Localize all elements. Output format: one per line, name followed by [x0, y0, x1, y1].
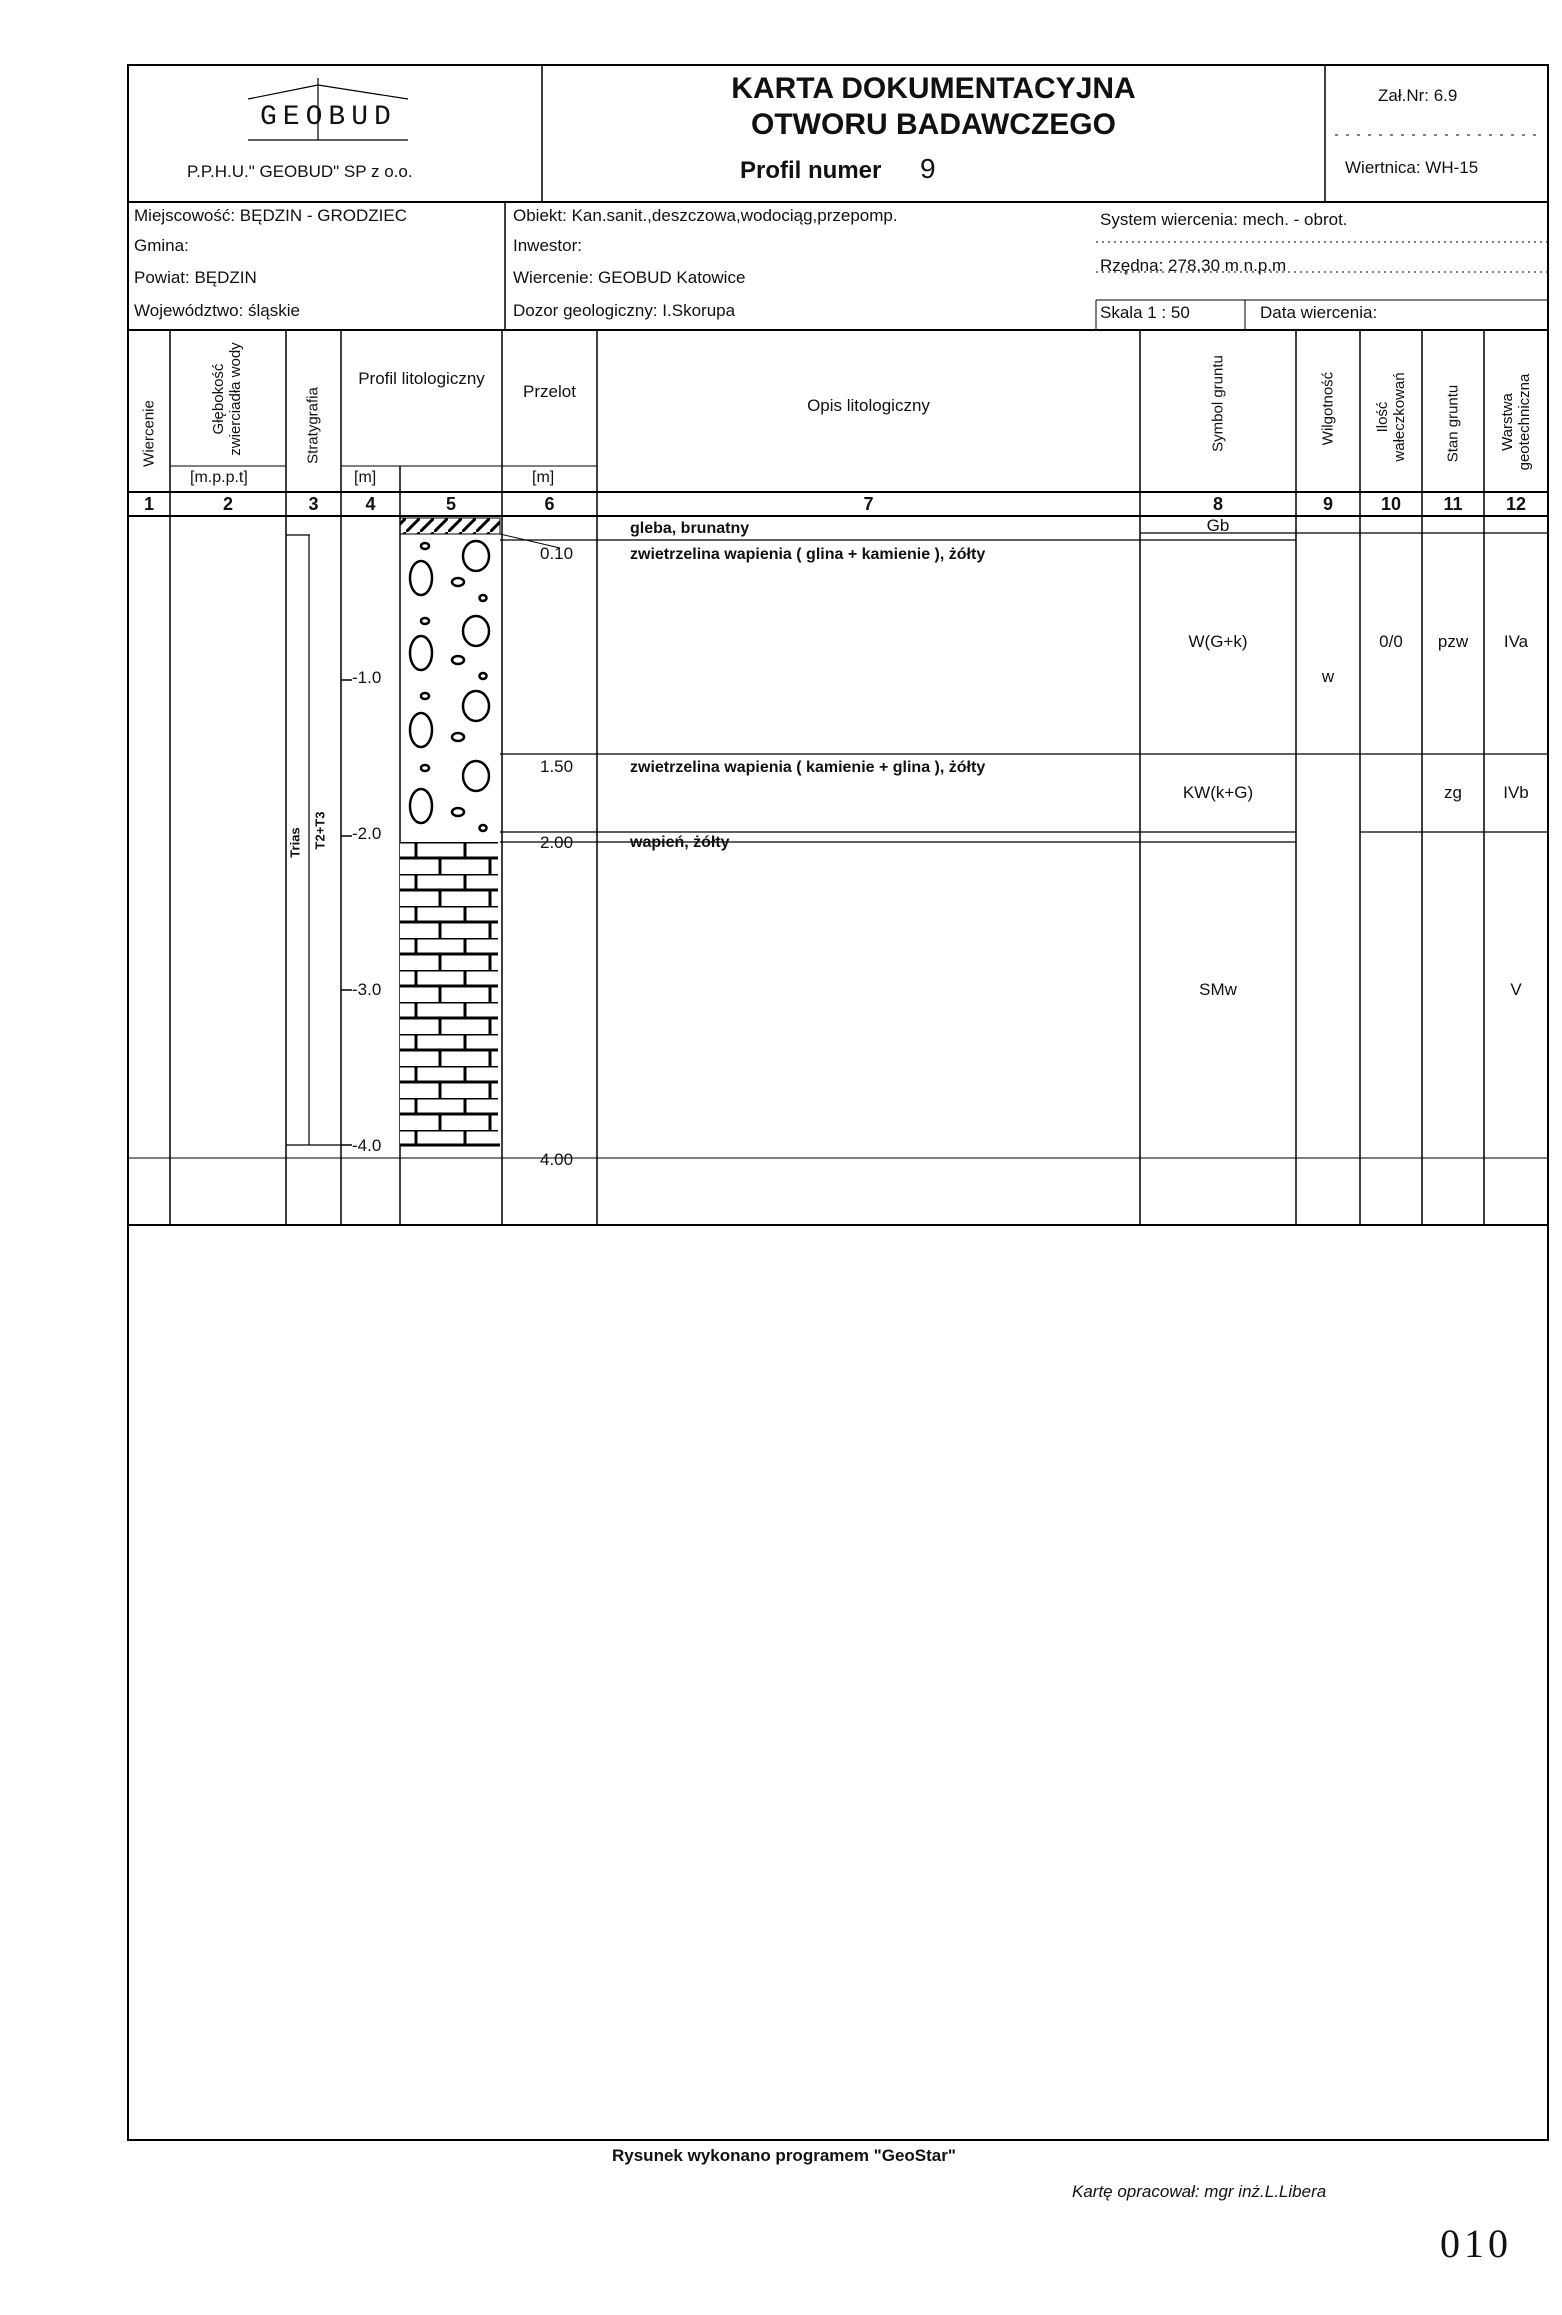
- info-district: Powiat: BĘDZIN: [134, 268, 257, 287]
- col-header-2-text: Głębokość zwierciadła wody: [210, 342, 244, 456]
- info-location: Miejscowość: BĘDZIN - GRODZIEC: [134, 206, 407, 225]
- col-number-4: 4: [365, 494, 376, 514]
- layer-2-symbol: W(G+k): [1188, 632, 1248, 651]
- layer-2-description: zwietrzelina wapienia ( glina + kamienie ), żółty: [630, 546, 986, 563]
- logo: GEOBUD: [260, 102, 397, 133]
- col-number-1: 1: [143, 494, 154, 514]
- col-header-1: Wiercenie: [140, 400, 158, 467]
- col-number-6: 6: [544, 494, 555, 514]
- col-number-5: 5: [445, 494, 456, 514]
- depth-tick-2: -2.0: [352, 824, 382, 843]
- layer-3-state: zg: [1444, 783, 1462, 802]
- layer-2-moisture: w: [1321, 667, 1335, 686]
- col-number-10: 10: [1380, 494, 1402, 514]
- col-number-2: 2: [222, 494, 233, 514]
- layer-3-symbol: KW(k+G): [1182, 783, 1254, 802]
- col-header-7: Opis litologiczny: [807, 396, 930, 415]
- card-title-line1: KARTA DOKUMENTACYJNA: [731, 72, 1136, 105]
- bottom-depth: 4.00: [540, 1150, 574, 1169]
- info-commune: Gmina:: [134, 236, 189, 255]
- col-header-11: Stan gruntu: [1444, 384, 1462, 463]
- col-header-2: [210, 340, 244, 458]
- col-header-10: [1374, 367, 1408, 467]
- layer-1-symbol: Gb: [1206, 516, 1230, 535]
- col-2-unit: [m.p.p.t]: [190, 469, 248, 486]
- layer-4-geotech-layer: V: [1510, 980, 1522, 999]
- info-object: Obiekt: Kan.sanit.,deszczowa,wodociąg,przepomp.: [513, 206, 898, 225]
- stones-pattern: [410, 541, 489, 831]
- depth-tick-1: -1.0: [352, 668, 382, 687]
- footer-program: Rysunek wykonano programem "GeoStar": [612, 2146, 956, 2165]
- info-drilling: Wiercenie: GEOBUD Katowice: [513, 268, 746, 287]
- depth-tick-4: -4.0: [352, 1136, 382, 1155]
- layer-3-depth: 1.50: [540, 757, 574, 776]
- col-number-9: 9: [1322, 494, 1333, 514]
- col-number-11: 11: [1443, 494, 1463, 514]
- info-supervision: Dozor geologiczny: I.Skorupa: [513, 301, 736, 320]
- col-header-6: Przelot: [523, 382, 576, 401]
- layer-2-geotech-layer: IVa: [1503, 632, 1529, 651]
- info-system: System wiercenia: mech. - obrot.: [1100, 210, 1348, 229]
- col-header-10-text: Ilość wałeczkowań: [1374, 372, 1408, 462]
- attachment-number: Zał.Nr: 6.9: [1378, 86, 1458, 105]
- layer-1-description: gleba, brunatny: [630, 520, 750, 537]
- company-name: P.P.H.U." GEOBUD" SP z o.o.: [187, 162, 413, 181]
- info-date: Data wiercenia:: [1260, 303, 1378, 322]
- col-header-12: [1499, 372, 1533, 472]
- layer-2-depth: 0.10: [540, 544, 574, 563]
- layer-2-state: pzw: [1437, 632, 1469, 651]
- col-number-7: 7: [863, 494, 874, 514]
- profile-number: 9: [920, 153, 936, 184]
- layer-2-rolls: 0/0: [1379, 632, 1403, 651]
- drilling-rig: Wiertnica: WH-15: [1345, 158, 1479, 177]
- col-number-8: 8: [1212, 494, 1223, 514]
- col-header-8-text: Symbol gruntu: [1209, 355, 1227, 452]
- layer-4-description: wapień, żółty: [630, 834, 730, 851]
- stratigraphy-system: Trias: [287, 827, 303, 858]
- depth-tick-3: -3.0: [352, 980, 382, 999]
- layer-3-description: zwietrzelina wapienia ( kamienie + glina ), żółty: [630, 759, 986, 776]
- info-scale: Skala 1 : 50: [1100, 303, 1190, 322]
- card-title-line2: OTWORU BADAWCZEGO: [751, 108, 1116, 141]
- profile-label: Profil numer: [740, 157, 882, 184]
- layer-4-depth: 2.00: [540, 833, 574, 852]
- layer-4-symbol: SMw: [1199, 980, 1237, 999]
- col-number-3: 3: [308, 494, 319, 514]
- stratigraphy-series: T2+T3: [312, 811, 328, 850]
- col-6-unit: [m]: [532, 469, 555, 486]
- col-header-12-text: Warstwa geotechniczna: [1499, 373, 1533, 471]
- col-header-45-text: Profil litologiczny: [358, 369, 485, 388]
- footer-author: Kartę opracował: mgr inż.L.Libera: [1072, 2182, 1327, 2201]
- col-header-3: Stratygrafia: [304, 387, 322, 464]
- col-header-8: [1210, 354, 1227, 454]
- col-number-12: 12: [1505, 494, 1527, 514]
- info-voivodeship: Województwo: śląskie: [134, 301, 300, 320]
- info-investor: Inwestor:: [513, 236, 582, 255]
- info-elevation: Rzędna: 278.30 m n.p.m: [1100, 256, 1287, 275]
- col-header-45: [341, 368, 502, 390]
- layer-3-geotech-layer: IVb: [1503, 783, 1529, 802]
- col-4-unit: [m]: [354, 469, 377, 486]
- page-number: 010: [1440, 2221, 1512, 2266]
- col-header-9: Wilgotność: [1319, 371, 1337, 446]
